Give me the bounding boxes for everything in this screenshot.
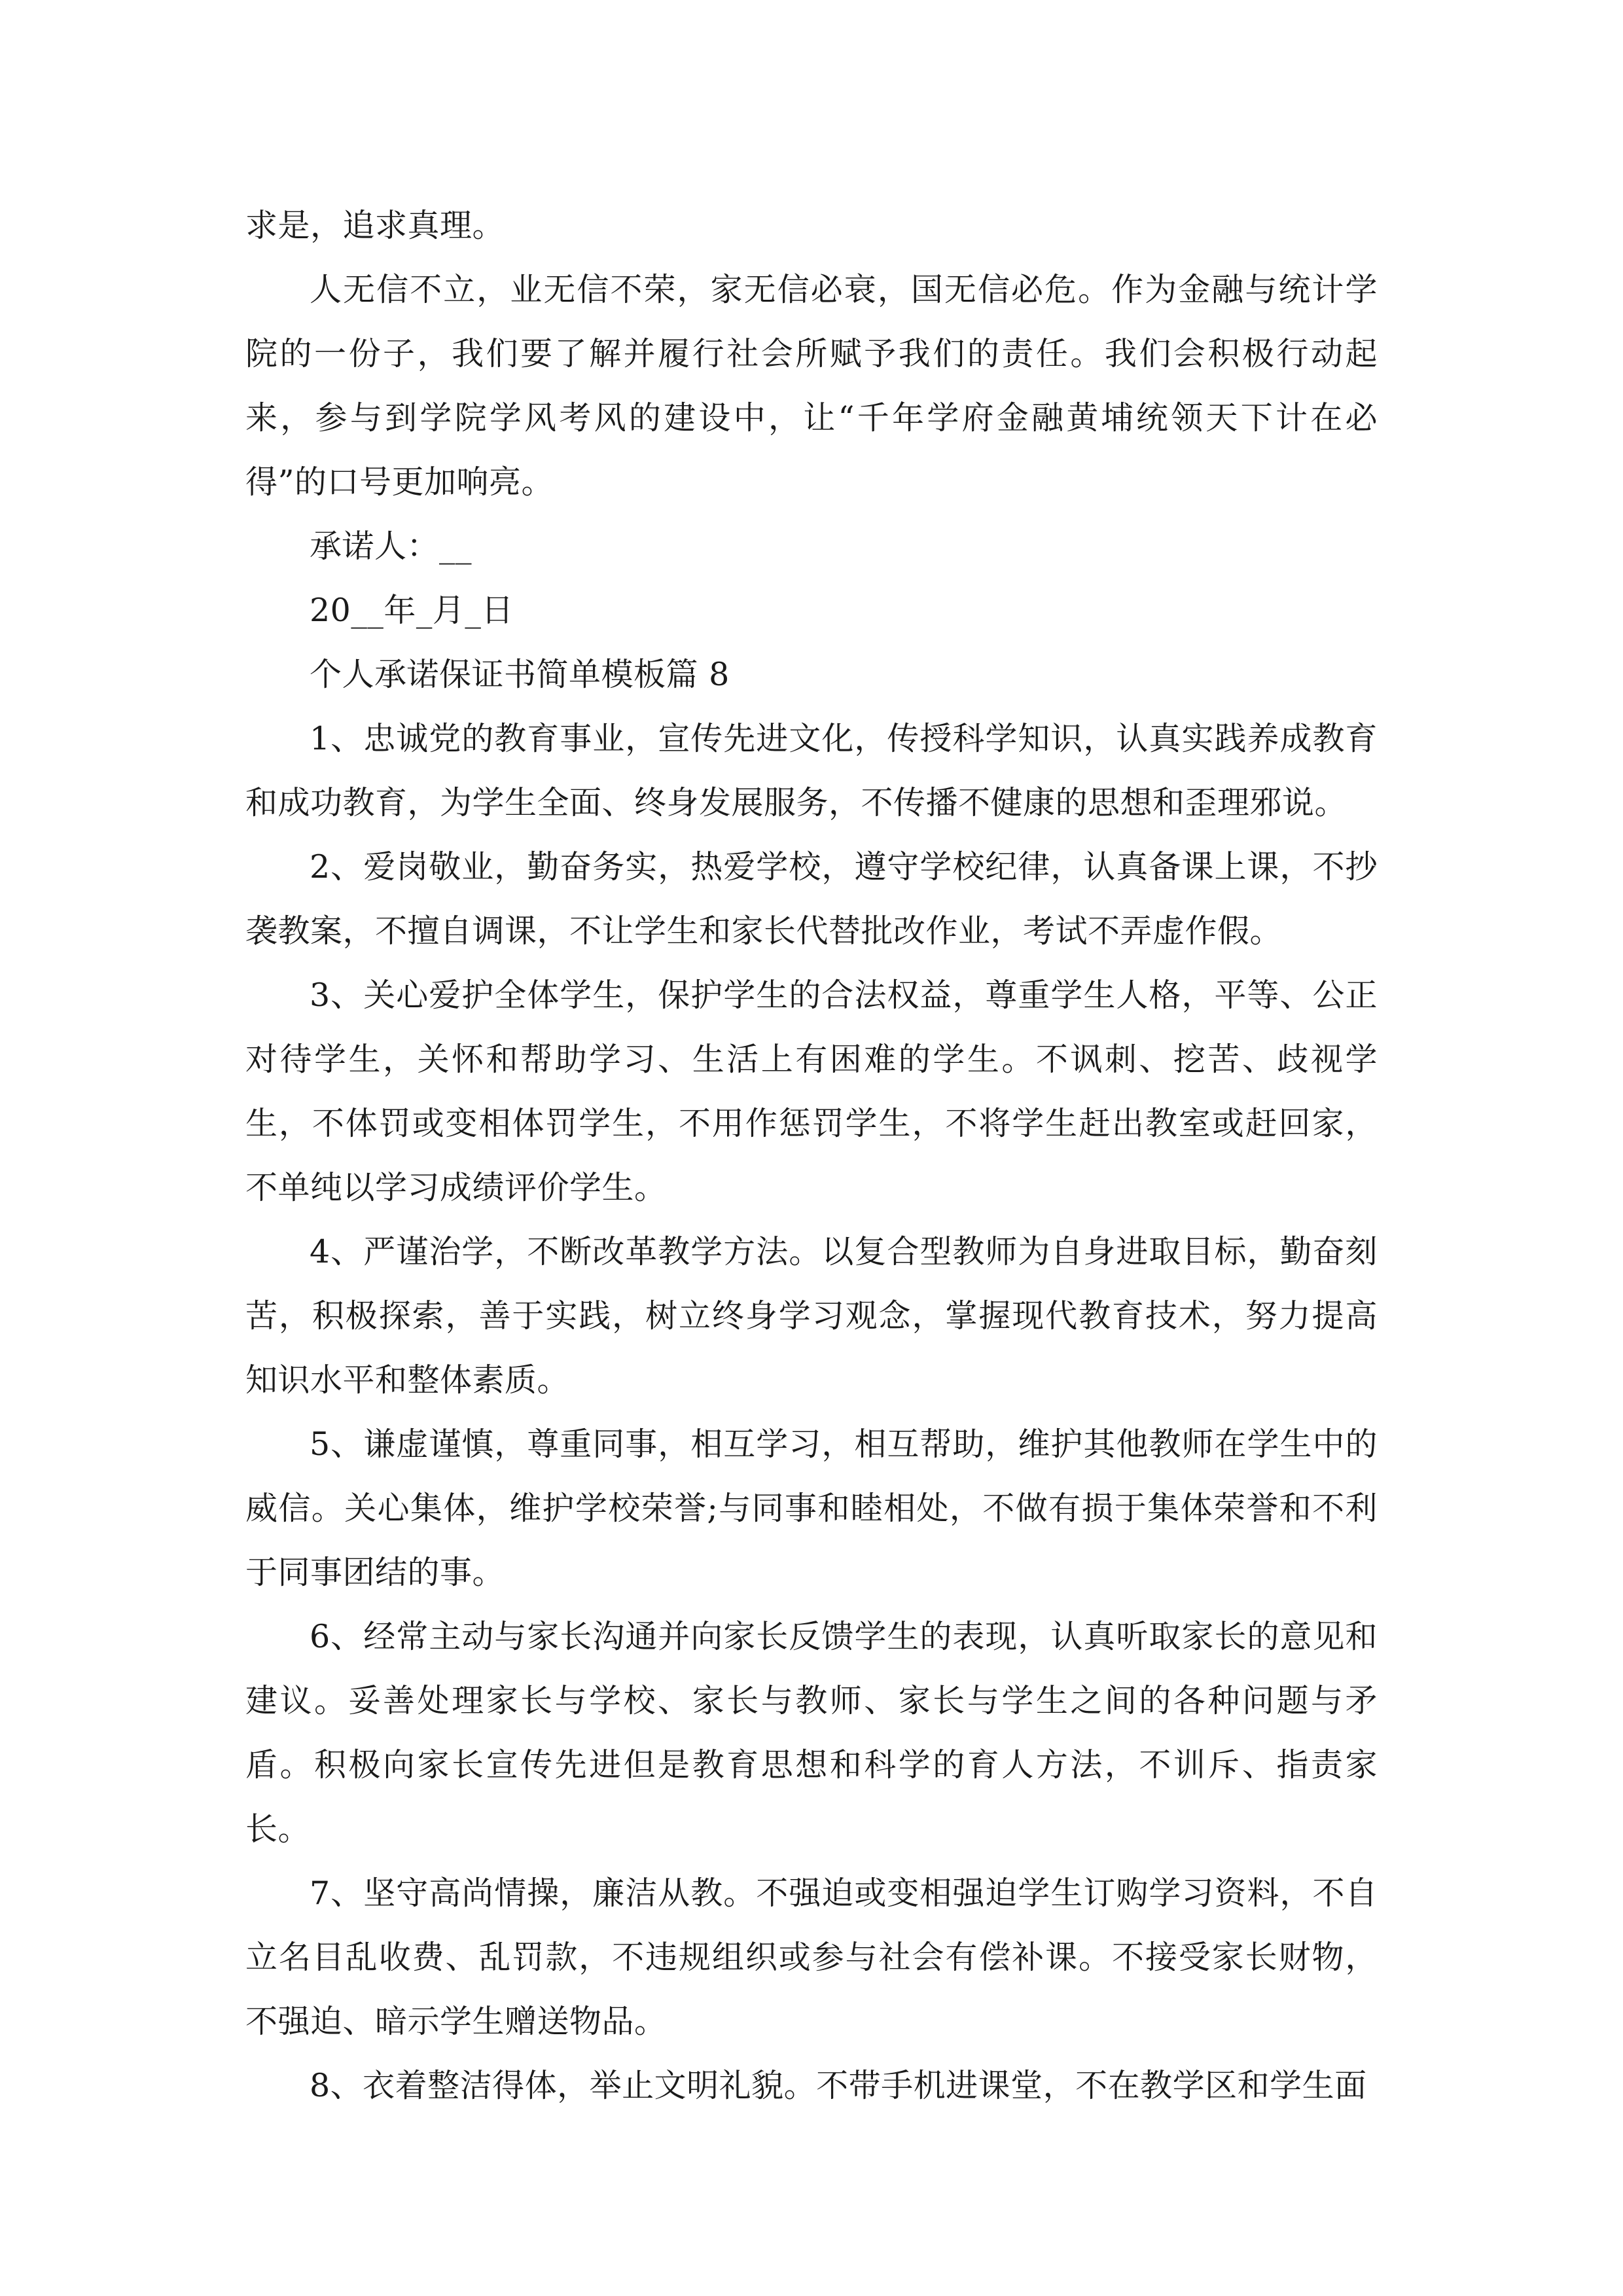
signatory-line: 承诺人：__ — [310, 528, 473, 565]
list-item: 5、谦虚谨慎，尊重同事，相互学习，相互帮助，维护其他教师在学生中的威信。关心集体，维护学校荣誉;与同事和睦相处，不做有损于集体荣誉和不利于同事团结的事。 — [245, 1426, 1378, 1591]
paragraph: 求是，追求真理。 — [245, 207, 505, 244]
document-body — [245, 194, 1378, 2118]
list-item: 8、衣着整洁得体，举止文明礼貌。不带手机进课堂，不在教学区和学生面 — [310, 2067, 1367, 2104]
list-item: 2、爱岗敬业，勤奋务实，热爱学校，遵守学校纪律，认真备课上课，不抄袭教案，不擅自调课，不让学生和家长代替批改作业，考试不弄虚作假。 — [245, 848, 1378, 950]
list-item: 6、经常主动与家长沟通并向家长反馈学生的表现，认真听取家长的意见和建议。妥善处理家长与学校、家长与教师、家长与学生之间的各种问题与矛盾。积极向家长宣传先进但是教育思想和科学的育人方法，不训斥、指责家长。 — [245, 1618, 1378, 1848]
list-item: 3、关心爱护全体学生，保护学生的合法权益，尊重学生人格，平等、公正对待学生，关怀和帮助学习、生活上有困难的学生。不讽刺、挖苦、歧视学生，不体罚或变相体罚学生，不用作惩罚学生，不将学生赶出教室或赶回家，不单纯以学习成绩评价学生。 — [245, 977, 1378, 1206]
list-item: 4、严谨治学，不断改革教学方法。以复合型教师为自身进取目标，勤奋刻苦，积极探索，善于实践，树立终身学习观念，掌握现代教育技术，努力提高知识水平和整体素质。 — [245, 1233, 1378, 1399]
section-title: 个人承诺保证书简单模板篇 8 — [310, 656, 730, 693]
list-item: 7、坚守高尚情操，廉洁从教。不强迫或变相强迫学生订购学习资料，不自立名目乱收费、乱罚款，不违规组织或参与社会有偿补课。不接受家长财物，不强迫、暗示学生赠送物品。 — [245, 1874, 1378, 2040]
list-item: 1、忠诚党的教育事业，宣传先进文化，传授科学知识，认真实践养成教育和成功教育，为学生全面、终身发展服务，不传播不健康的思想和歪理邪说。 — [245, 720, 1378, 821]
date-line: 20__年_月_日 — [310, 592, 514, 629]
paragraph: 人无信不立，业无信不荣，家无信必衰，国无信必危。作为金融与统计学院的一份子，我们要了解并履行社会所赋予我们的责任。我们会积极行动起来，参与到学院学风考风的建设中，让“千年学府金融黄埔统领天下计在必得”的口号更加响亮。 — [245, 271, 1378, 501]
